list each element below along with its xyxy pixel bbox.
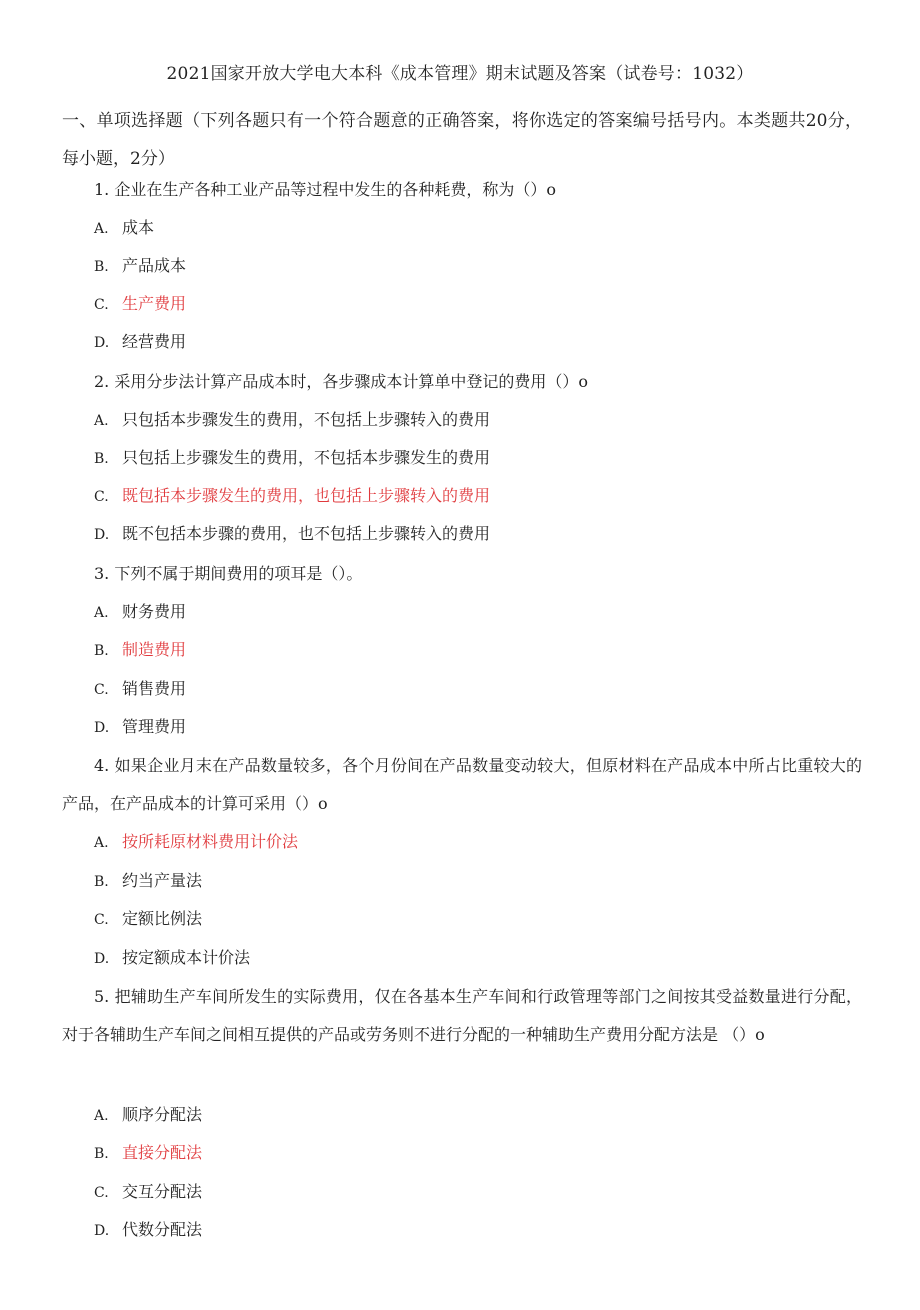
question-3-option-a xyxy=(94,600,186,625)
option-letter: C. xyxy=(94,297,109,313)
question-1-option-b xyxy=(94,254,186,279)
option-letter: B. xyxy=(94,874,109,890)
option-text-answer: 既包括本步骤发生的费用，也包括上步骤转入的费用 xyxy=(122,486,491,505)
option-text: 定额比例法 xyxy=(122,909,203,928)
option-text: 管理费用 xyxy=(122,717,187,736)
option-letter: C. xyxy=(94,1185,109,1201)
question-4-option-c xyxy=(94,907,202,932)
option-text: 按定额成本计价法 xyxy=(122,948,251,967)
option-letter: A. xyxy=(94,605,109,621)
option-text: 既不包括本步骤的费用，也不包括上步骤转入的费用 xyxy=(122,524,491,543)
question-3-option-c xyxy=(94,677,186,702)
option-letter: D. xyxy=(94,335,110,351)
option-letter: A. xyxy=(94,835,109,851)
option-text: 只包括本步骤发生的费用，不包括上步骤转入的费用 xyxy=(122,410,491,429)
option-letter: D. xyxy=(94,951,110,967)
option-text: 代数分配法 xyxy=(122,1220,203,1239)
option-text: 销售费用 xyxy=(122,679,187,698)
option-text: 只包括上步骤发生的费用，不包括本步骤发生的费用 xyxy=(122,448,491,467)
option-letter: B. xyxy=(94,643,109,659)
question-2-stem: 2. 采用分步法计算产品成本时，各步骤成本计算单中登记的费用（）o xyxy=(94,372,588,391)
question-1-option-a xyxy=(94,216,154,241)
option-letter: D. xyxy=(94,527,110,543)
option-text-answer: 按所耗原材料费用计价法 xyxy=(122,832,299,851)
question-2-option-b xyxy=(94,446,490,471)
question-2-option-d xyxy=(94,522,490,547)
option-letter: A. xyxy=(94,221,109,237)
question-3-option-d xyxy=(94,715,186,740)
question-5-option-d xyxy=(94,1218,202,1243)
question-5-option-b xyxy=(94,1141,202,1166)
option-text-answer: 制造费用 xyxy=(122,640,187,659)
option-text: 产品成本 xyxy=(122,256,187,275)
option-letter: B. xyxy=(94,451,109,467)
question-2-option-c xyxy=(94,484,490,509)
option-letter: B. xyxy=(94,259,109,275)
question-3-option-b xyxy=(94,638,186,663)
option-letter: A. xyxy=(94,1108,109,1124)
question-5-option-a xyxy=(94,1103,202,1128)
option-text: 成本 xyxy=(122,218,155,237)
question-3-stem: 3. 下列不属于期间费用的项耳是（）。 xyxy=(94,564,363,583)
question-1-option-d xyxy=(94,330,186,355)
section-heading: 一、单项选择题（下列各题只有一个符合题意的正确答案，将你选定的答案编号括号内。本类题共20分，每小题，2分） xyxy=(62,111,862,169)
option-text: 财务费用 xyxy=(122,602,187,621)
question-1-option-c xyxy=(94,292,186,317)
option-letter: C. xyxy=(94,912,109,928)
question-5-stem: 5. 把辅助生产车间所发生的实际费用，仅在各基本生产车间和行政管理等部门之间按其受益数量进行分配，对于各辅助生产车间之间相互提供的产品或劳务则不进行分配的一种辅助生产费用分配方法是 （）o xyxy=(62,987,862,1044)
option-text: 交互分配法 xyxy=(122,1182,203,1201)
question-4-option-a xyxy=(94,830,298,855)
option-text: 约当产量法 xyxy=(122,871,203,890)
option-text: 顺序分配法 xyxy=(122,1105,203,1124)
question-2-option-a xyxy=(94,408,490,433)
question-4-option-b xyxy=(94,869,202,894)
option-text-answer: 生产费用 xyxy=(122,294,187,313)
question-4-stem: 4. 如果企业月末在产品数量较多，各个月份间在产品数量变动较大，但原材料在产品成本中所占比重较大的产品，在产品成本的计算可采用（）o xyxy=(62,756,862,813)
option-letter: D. xyxy=(94,720,110,736)
question-5-option-c xyxy=(94,1180,202,1205)
question-1-stem: 1. 企业在生产各种工业产品等过程中发生的各种耗费，称为（）o xyxy=(94,180,556,199)
option-letter: C. xyxy=(94,489,109,505)
option-letter: B. xyxy=(94,1146,109,1162)
option-letter: A. xyxy=(94,413,109,429)
document-title: 2021国家开放大学电大本科《成本管理》期末试题及答案（试卷号：1032） xyxy=(166,64,754,84)
option-text: 经营费用 xyxy=(122,332,187,351)
option-text-answer: 直接分配法 xyxy=(122,1143,203,1162)
question-4-option-d xyxy=(94,946,250,971)
option-letter: D. xyxy=(94,1223,110,1239)
option-letter: C. xyxy=(94,682,109,698)
